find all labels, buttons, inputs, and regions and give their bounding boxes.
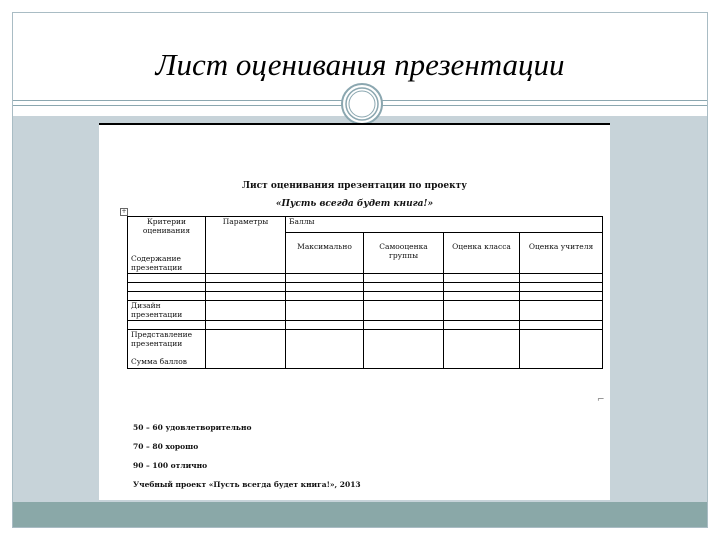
table-move-icon: + [121, 208, 127, 215]
criteria-content: Содержание презентации [131, 254, 183, 272]
slide-frame [12, 12, 708, 528]
table-header-row [128, 217, 603, 233]
table-row [128, 301, 603, 321]
document-title: Лист оценивания презентации по проекту [242, 181, 467, 191]
header-criteria: Критерии оценивания Содержание презентации [128, 217, 206, 274]
table-row [128, 283, 603, 292]
criteria-design: Дизайн презентации [128, 301, 206, 321]
evaluation-table [127, 216, 603, 369]
header-points: Баллы [286, 217, 603, 233]
subheader-class-assessment: Оценка класса [444, 233, 520, 274]
criteria-presentation: Представление презентации Сумма баллов [128, 330, 206, 369]
subheader-max: Максимально [286, 233, 364, 274]
document-image [99, 123, 610, 500]
table-row [128, 330, 603, 369]
end-of-cell-mark: ⌐ [597, 395, 605, 405]
subheader-self-assessment: Самооценка группы [364, 233, 444, 274]
slide-title: Лист оценивания презентации [155, 47, 565, 82]
note-satisfactory: 50 – 60 удовлетворительно [133, 423, 252, 432]
table-row [128, 274, 603, 283]
note-good: 70 – 80 хорошо [133, 442, 199, 451]
circle-ornament-icon [340, 82, 384, 126]
subheader-teacher-assessment: Оценка учителя [520, 233, 603, 274]
grading-notes [133, 423, 361, 499]
criteria-total: Сумма баллов [131, 357, 187, 366]
note-excellent: 90 – 100 отлично [133, 461, 208, 470]
note-project: Учебный проект «Пусть всегда будет книга!», 2013 [133, 480, 361, 489]
footer-bar [13, 502, 707, 527]
table-row [128, 292, 603, 301]
header-parameters: Параметры [206, 217, 286, 274]
table-row [128, 321, 603, 330]
document-subtitle: «Пусть всегда будет книга!» [275, 199, 434, 209]
